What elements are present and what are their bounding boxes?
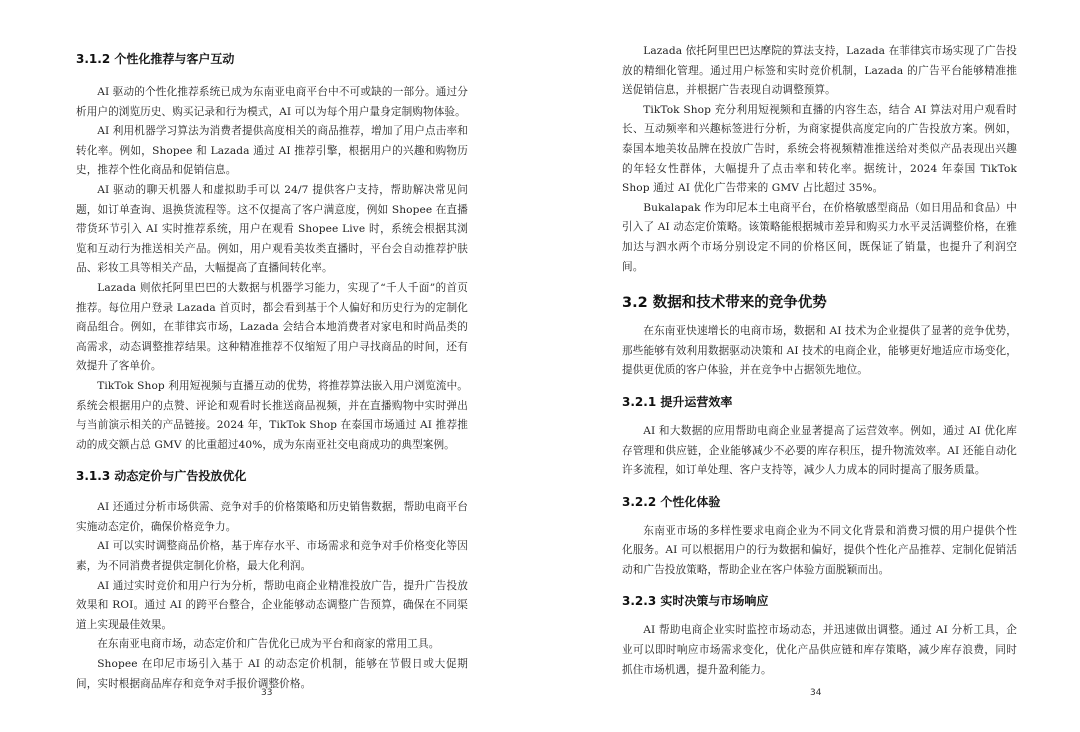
paragraph: AI 利用机器学习算法为消费者提供高度相关的商品推荐，增加了用户点击率和转化率。例如，Shopee 和 Lazada 通过 AI 推荐引擎，根据用户的兴趣和购物历史，推荐个性化商品和促销信息。 [76,125,468,177]
page-number: 34 [810,688,822,698]
page-number: 33 [261,688,273,698]
section-heading-3-1-3: 3.1.3 动态定价与广告投放优化 [76,469,247,484]
right-page [540,0,1080,732]
paragraph: Shopee 在印尼市场引入基于 AI 的动态定价机制，能够在节假日或大促期间，实时根据商品库存和竞争对手报价调整价格。 [76,658,468,690]
section-heading-3-2-3: 3.2.3 实时决策与市场响应 [622,594,769,609]
paragraph: 东南亚市场的多样性要求电商企业为不同文化背景和消费习惯的用户提供个性化服务。AI 可以根据用户的行为数据和偏好，提供个性化产品推荐、定制化促销活动和广告投放策略，帮助企业在客户体验方面脱颖而出。 [622,524,1017,576]
paragraph: TikTok Shop 利用短视频与直播互动的优势，将推荐算法嵌入用户浏览流中。系统会根据用户的点赞、评论和观看时长推送商品视频，并在直播购物中实时弹出与当前演示相关的产品链接。2024 年，TikTok Shop 在泰国市场通过 AI 推荐推动的成交额占总 GMV 的比重超过40%，成为东南亚社交电商成功的典型案例。 [76,379,468,451]
paragraph: TikTok Shop 充分利用短视频和直播的内容生态，结合 AI 算法对用户观看时长、互动频率和兴趣标签进行分析，为商家提供高度定向的广告投放方案。例如，泰国本地美妆品牌在投放广告时，系统会将视频精准推送给对类似产品表现出兴趣的年轻女性群体，大幅提升了点击率和转化率。据统计，2024 年泰国 TikTok Shop 通过 AI 优化广告带来的 GMV 占比超过 35%。 [622,103,1017,195]
paragraph: AI 和大数据的应用帮助电商企业显著提高了运营效率。例如，通过 AI 优化库存管理和供应链，企业能够减少不必要的库存积压，提升物流效率。AI 还能自动化许多流程，如订单处理、客户支持等，减少人力成本的同时提高了服务质量。 [622,424,1017,477]
paragraph: Bukalapak 作为印尼本土电商平台，在价格敏感型商品（如日用品和食品）中引入了 AI 动态定价策略。该策略能根据城市差异和购买力水平灵活调整价格，在雅加达与泗水两个市场分别设定不同的价格区间，既保证了销量，也提升了利润空间。 [622,201,1017,273]
paragraph: AI 还通过分析市场供需、竞争对手的价格策略和历史销售数据，帮助电商平台实施动态定价，确保价格竞争力。 [76,501,468,533]
paragraph: AI 驱动的聊天机器人和虚拟助手可以 24/7 提供客户支持，帮助解决常见问题，如订单查询、退换货流程等。这不仅提高了客户满意度，例如 Shopee 在直播带货环节引入 AI 实时推荐系统，用户在观看 Shopee Live 时，系统会根据其浏览和互动行为推送相关产品。例如，用户观看美妆类直播时，平台会自动推荐护肤品、彩妆工具等相关产品，大幅提高了直播间转化率。 [76,183,468,275]
section-heading-3-1-2: 3.1.2 个性化推荐与客户互动 [76,52,235,66]
paragraph: AI 通过实时竞价和用户行为分析，帮助电商企业精准投放广告，提升广告投放效果和 ROI。通过 AI 的跨平台整合，企业能够动态调整广告预算，确保在不同渠道上实现最佳效果。 [76,579,468,631]
section-heading-3-2-2: 3.2.2 个性化体验 [622,494,721,509]
paragraph: Lazada 则依托阿里巴巴的大数据与机器学习能力，实现了“千人千面”的首页推荐。每位用户登录 Lazada 首页时，都会看到基于个人偏好和历史行为的定制化商品组合。例如，在菲律宾市场，Lazada 会结合本地消费者对家电和时尚品类的高需求，动态调整推荐结果。这种精准推荐不仅缩短了用户寻找商品的时间，还有效提升了客单价。 [76,281,468,373]
left-page-text-column [76,50,468,694]
paragraph: 在东南亚快速增长的电商市场，数据和 AI 技术为企业提供了显著的竞争优势，那些能够有效利用数据驱动决策和 AI 技术的电商企业，能够更好地适应市场变化，提供更优质的客户体验，并在竞争中占据领先地位。 [622,325,1017,377]
section-heading-3-2: 3.2 数据和技术带来的竞争优势 [622,295,827,312]
right-page-text-column [622,42,1017,680]
paragraph: AI 驱动的个性化推荐系统已成为东南亚电商平台中不可或缺的一部分。通过分析用户的浏览历史、购买记录和行为模式，AI 可以为每个用户量身定制购物体验。 [76,86,468,118]
paragraph: 在东南亚电商市场，动态定价和广告优化已成为平台和商家的常用工具。 [97,638,440,651]
section-heading-3-2-1: 3.2.1 提升运营效率 [622,394,733,409]
paragraph: Lazada 依托阿里巴巴达摩院的算法支持，Lazada 在菲律宾市场实现了广告投放的精细化管理。通过用户标签和实时竞价机制，Lazada 的广告平台能够精准推送促销信息，并根据广告表现自动调整预算。 [622,45,1017,97]
paragraph: AI 帮助电商企业实时监控市场动态，并迅速做出调整。通过 AI 分析工具，企业可以即时响应市场需求变化，优化产品供应链和库存策略，减少库存浪费，同时抓住市场机遇，提升盈利能力。 [622,624,1017,676]
paragraph: AI 可以实时调整商品价格，基于库存水平、市场需求和竞争对手价格变化等因素，为不同消费者提供定制化价格，最大化利润。 [76,540,468,573]
